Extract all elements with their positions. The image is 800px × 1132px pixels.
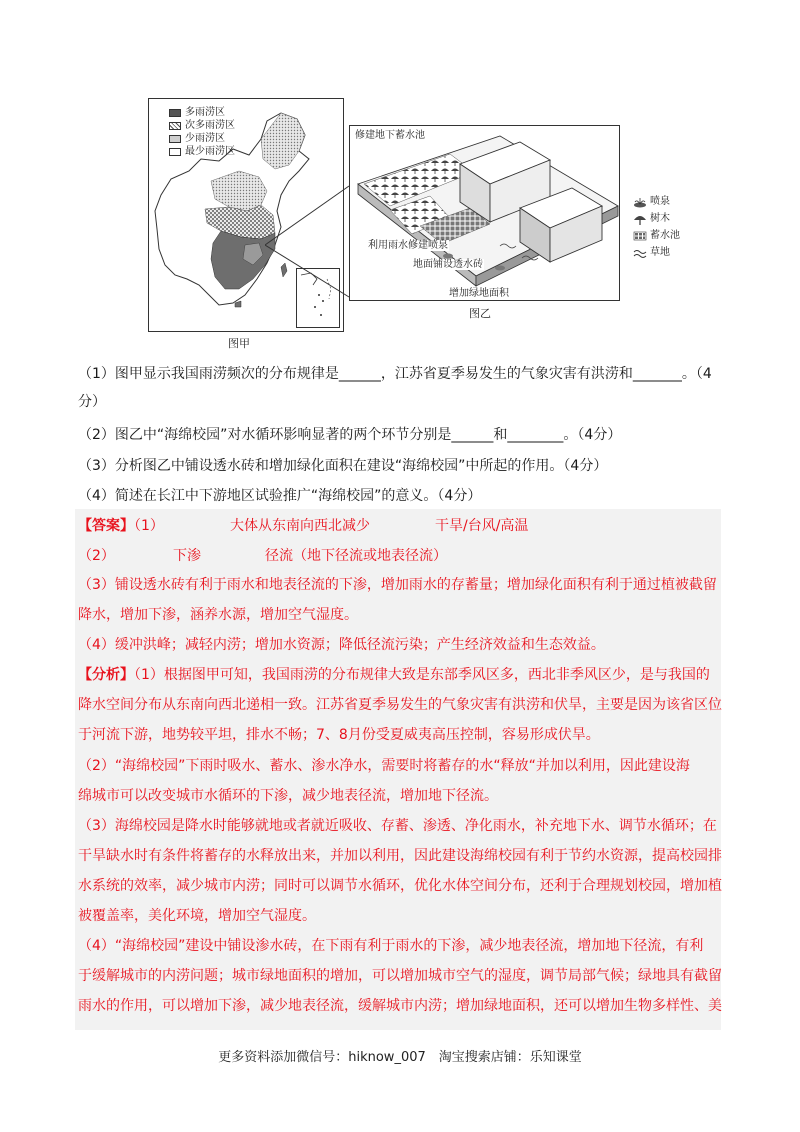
reservoir-icon <box>633 230 647 242</box>
answer-2-number: （2） <box>78 548 115 564</box>
legend-item <box>169 106 235 119</box>
analysis-line <box>78 664 723 684</box>
analysis-line: 干旱缺水时有条件将蓄存的水释放出来，并加以利用，因此建设海绵校园有利于节约水资源，提高校园排 <box>78 848 722 864</box>
grass-icon <box>633 247 647 259</box>
legend-item <box>633 244 680 261</box>
legend-label: 次多雨涝区 <box>185 120 235 131</box>
analysis-line: 于缓解城市的内涝问题；城市绿地面积的增加，可以增加城市空气的湿度，调节局部气候；绿地具有截留 <box>78 968 722 984</box>
legend-item <box>169 132 235 145</box>
answer-1-part1: 大体从东南向西北减少 <box>230 518 370 534</box>
question-1: （1）图甲显示我国雨涝频次的分布规律是______，江苏省夏季易发生的气象灾害有洪涝和_______。（4 <box>78 366 712 382</box>
legend-swatch-mid <box>169 122 181 130</box>
answer-3-line: （3）铺设透水砖有利于雨水和地表径流的下渗，增加雨水的存蓄量；增加绿化面积有利于通过植被截留 <box>78 577 717 593</box>
analysis-line: （3）海绵校园是降水时能够就地或者就近吸收、存蓄、渗透、净化雨水，补充地下水、调节水循环；在 <box>78 818 717 834</box>
analysis-tag: 【分析】 <box>78 667 134 683</box>
legend-swatch-none <box>169 148 181 156</box>
label-underground-reservoir: 修建地下蓄水池 <box>355 130 425 141</box>
connector-lines <box>265 185 355 305</box>
analysis-line: 降水空间分布从东南向西北递相一致。江苏省夏季易发生的气象灾害有洪涝和伏旱，主要是因为该省区位 <box>78 697 722 713</box>
figure-yi-caption: 图乙 <box>469 307 491 320</box>
answer-3-line: 降水，增加下渗，涵养水源，增加空气湿度。 <box>78 607 358 623</box>
analysis-line: （2）“海绵校园”下雨时吸水、蓄水、渗水净水，需要时将蓄存的水“释放“并加以利用，因此建设海 <box>78 758 690 774</box>
legend-swatch-light <box>169 135 181 143</box>
legend-item <box>633 210 680 227</box>
legend-label: 喷泉 <box>650 196 670 207</box>
label-rain-fountain: 利用雨水修建喷泉 <box>368 240 448 251</box>
analysis-line: 绵城市可以改变城市水循环的下渗，减少地表径流，增加地下径流。 <box>78 788 498 804</box>
label-permeable-bricks: 地面铺设透水砖 <box>413 259 483 270</box>
question-2: （2）图乙中“海绵校园”对水循环影响显著的两个环节分别是______和________。（4分） <box>78 427 622 443</box>
label-green-area: 增加绿地面积 <box>449 288 509 299</box>
fountain-icon <box>633 196 647 208</box>
answer-2-part2: 径流（地下径流或地表径流） <box>265 548 447 564</box>
legend-item <box>169 145 235 158</box>
analysis-line: 水系统的效率，减少城市内涝；同时可以调节水循环，优化水体空间分布，还利于合理规划校园，增加植 <box>78 878 722 894</box>
question-4: （4）简述在长江中下游地区试验推广“海绵校园”的意义。（4分） <box>78 488 482 504</box>
legend-item <box>633 193 680 210</box>
legend-label: 草地 <box>650 247 670 258</box>
figure-yi-campus <box>349 125 620 301</box>
campus-legend <box>633 193 680 261</box>
figure-jia-caption: 图甲 <box>228 337 250 350</box>
answer-4: （4）缓冲洪峰；减轻内涝；增加水资源；降低径流污染；产生经济效益和生态效益。 <box>78 637 605 653</box>
answer-line-1 <box>78 515 723 535</box>
analysis-line: 雨水的作用，可以增加下渗，减少地表径流，缓解城市内涝；增加绿地面积，还可以增加生物多样性、美 <box>78 998 722 1014</box>
analysis-line: （4）“海绵校园”建设中铺设渗水砖，在下雨有利于雨水的下渗，减少地表径流，增加地下径流，有利 <box>78 938 704 954</box>
analysis-line: 被覆盖率，美化环境，增加空气湿度。 <box>78 908 316 924</box>
legend-label: 蓄水池 <box>650 230 680 241</box>
legend-label: 多雨涝区 <box>185 107 225 118</box>
tree-icon <box>633 213 647 225</box>
legend-item <box>169 119 235 132</box>
answer-1-part2: 干旱/台风/高温 <box>435 518 529 534</box>
question-1-continued: 分） <box>78 394 106 410</box>
legend-swatch-dark <box>169 109 181 117</box>
question-3: （3）分析图乙中铺设透水砖和增加绿化面积在建设“海绵校园”中所起的作用。（4分） <box>78 458 608 474</box>
legend-item <box>633 227 680 244</box>
answer-line-2 <box>78 545 723 565</box>
page-footer: 更多资料添加微信号：hiknow_007 淘宝搜索店铺：乐知课堂 <box>218 1050 582 1065</box>
map-legend <box>169 106 235 158</box>
legend-label: 少雨涝区 <box>185 133 225 144</box>
answer-1-number: （1） <box>134 518 164 534</box>
answer-2-part1: 下渗 <box>173 548 201 564</box>
legend-label: 树木 <box>650 213 670 224</box>
analysis-text: （1）根据图甲可知，我国雨涝的分布规律大致是东部季风区多，西北非季风区少，是与我国的 <box>134 667 710 683</box>
analysis-line: 于河流下游，地势较平坦，排水不畅；7、8月份受夏威夷高压控制，容易形成伏旱。 <box>78 727 600 743</box>
legend-label: 最少雨涝区 <box>185 146 235 157</box>
sponge-campus-graphic <box>350 126 620 301</box>
answer-tag: 【答案】 <box>78 518 134 534</box>
